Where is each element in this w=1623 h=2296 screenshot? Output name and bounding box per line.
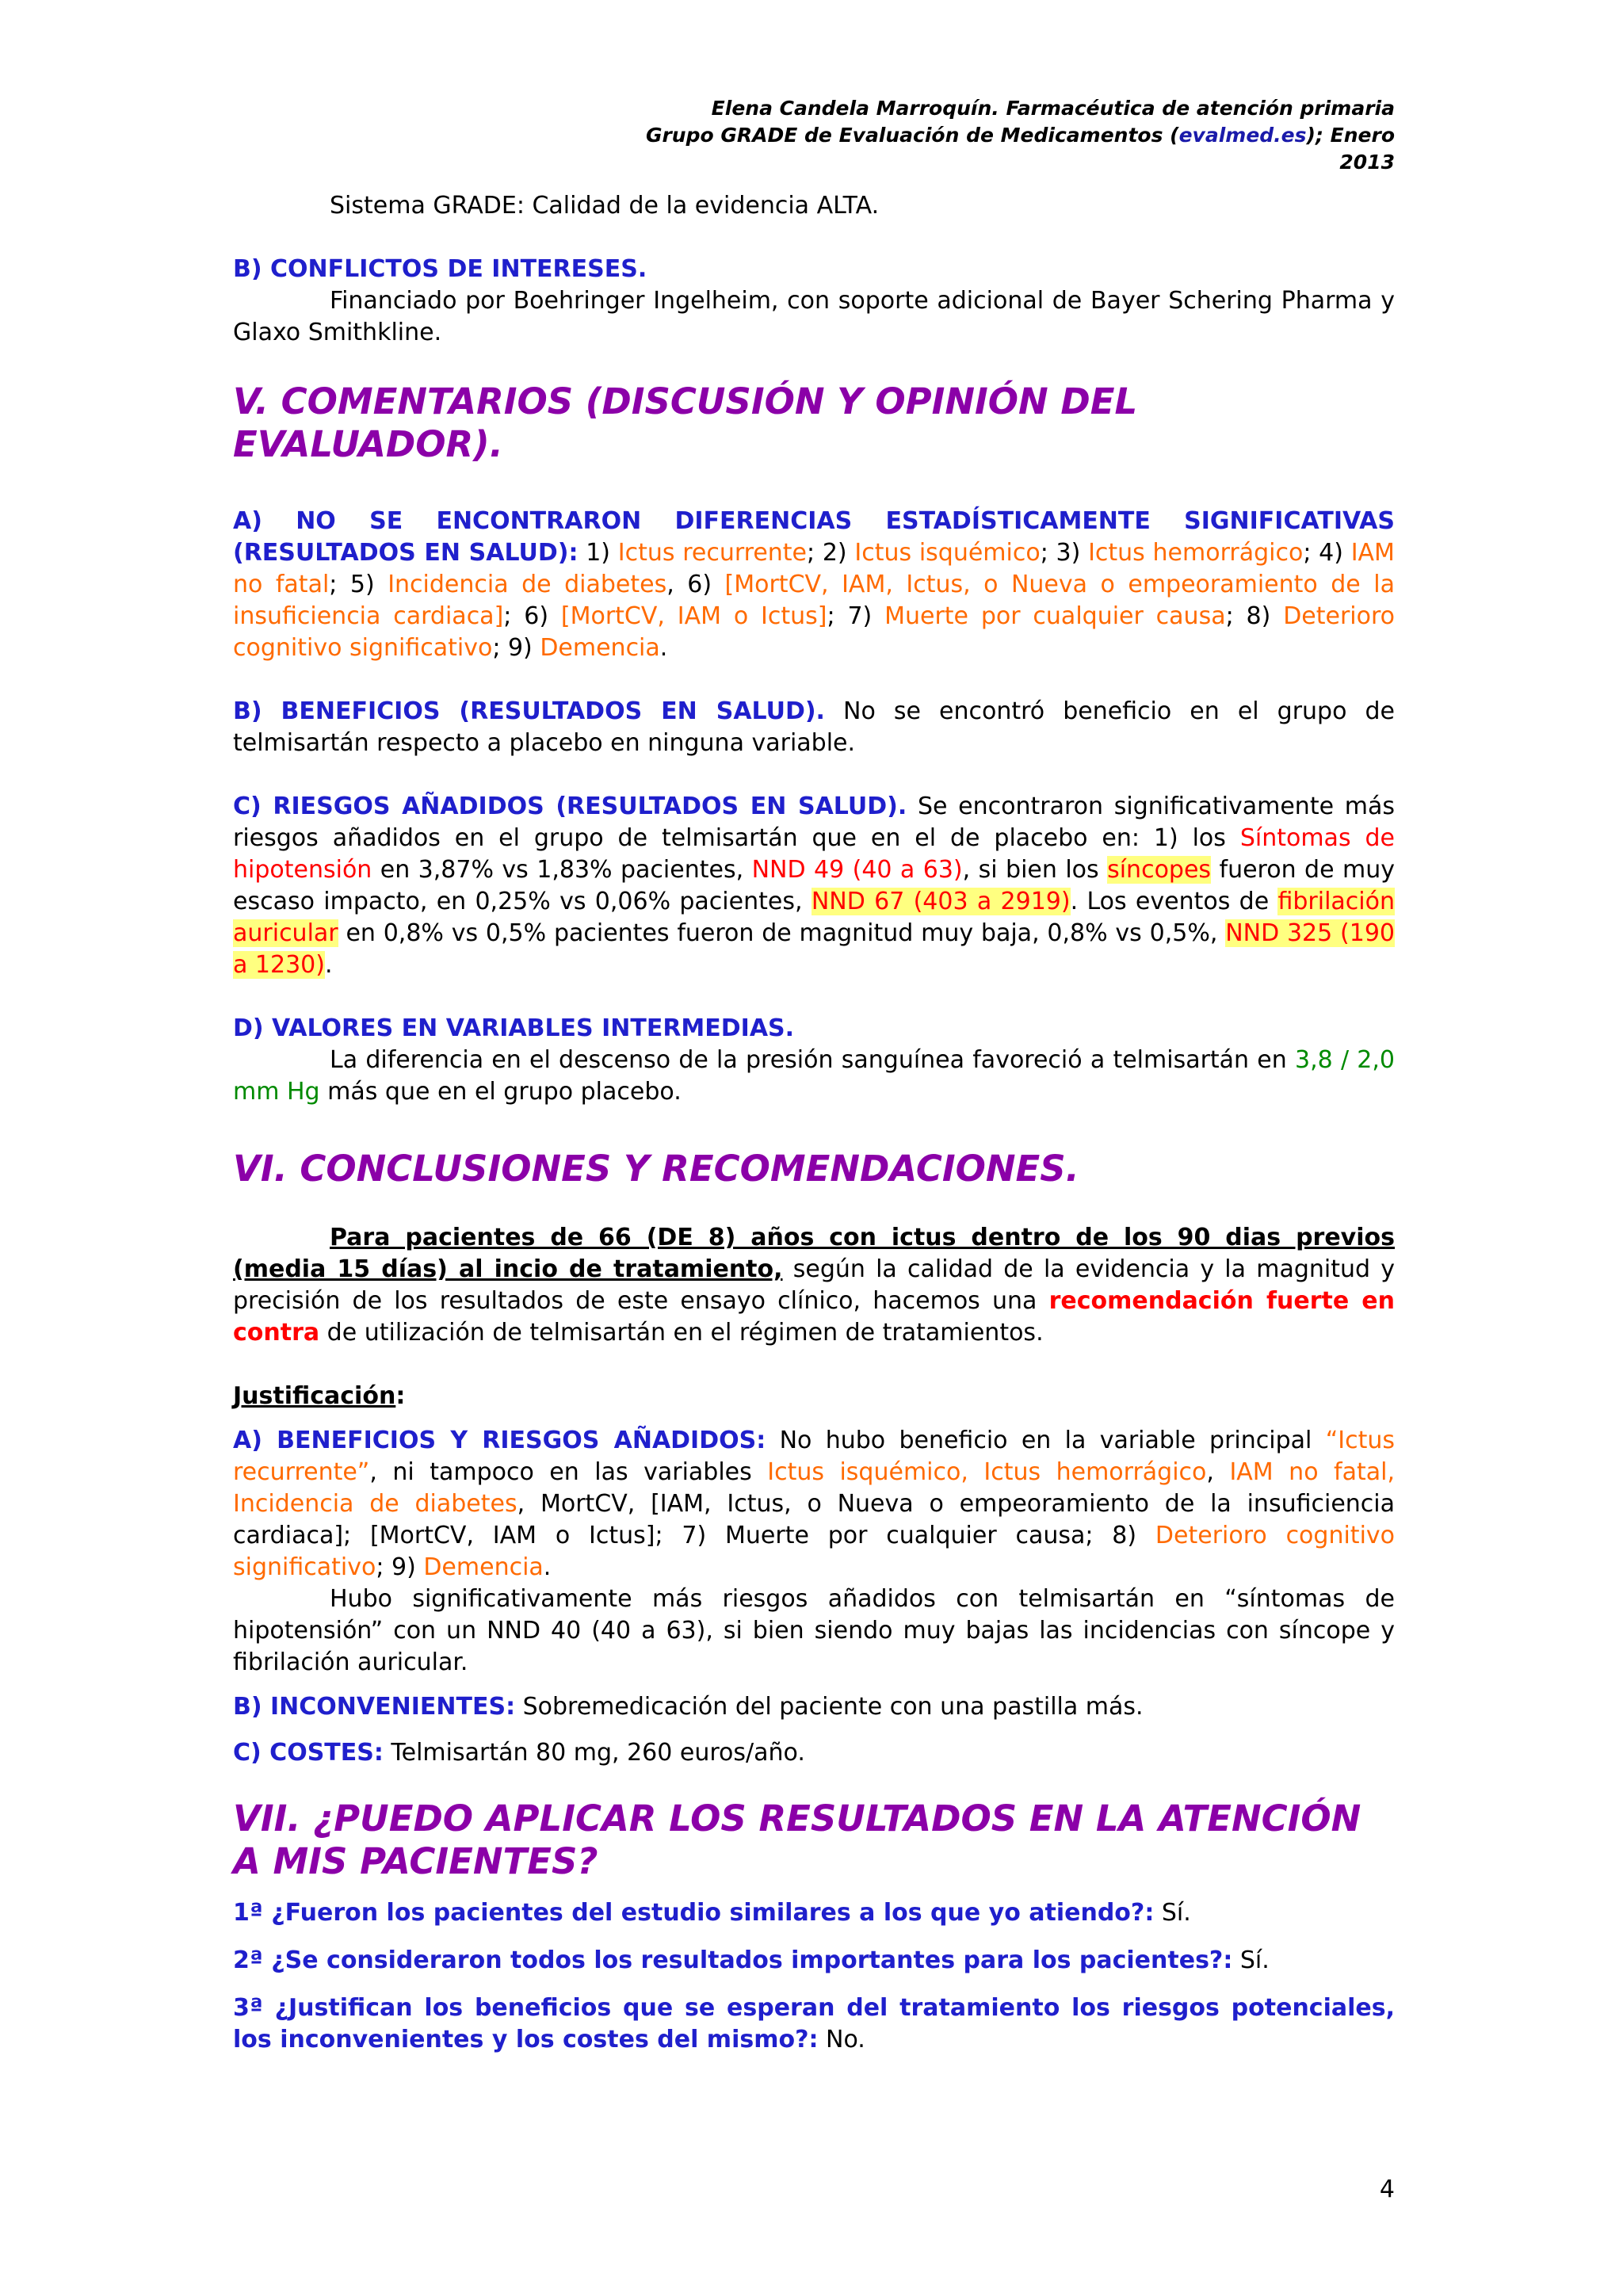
intermediate-heading: D) VALORES EN VARIABLES INTERMEDIAS. [233,1014,795,1042]
risks-heading: C) RIESGOS AÑADIDOS (RESULTADOS EN SALUD). [233,793,907,820]
no-differences-heading: A) NO SE ENCONTRARON DIFERENCIAS ESTADÍSTICAMENTE SIGNIFICATIVAS (RESULTADOS EN SALUD): [233,507,1395,567]
question-2: 2ª ¿Se consideraron todos los resultados importantes para los pacientes?: Sí. [233,1946,1270,1974]
intermediate-text: La diferencia en el descenso de la presión sanguínea favoreció a telmisartán en 3,8 / 2,0 mm Hg más que en el grupo placebo. [233,1046,1395,1106]
justification-heading: Justificación: [233,1382,406,1410]
risks-paragraph: C) RIESGOS AÑADIDOS (RESULTADOS EN SALUD). Se encontraron significativamente más riesgos añadidos en el grupo de telmisartán que en el de placebo en: 1) los Síntomas de hipotensión en 3,87% vs 1,83% pacientes, NND 49 (40 a 63), si bien los síncopes fueron de muy escaso impacto, en 0,25% vs 0,06% pacientes, NND 67 (403 a 2919). Los eventos de fibrilación auricular en 0,8% vs 0,5% pacientes fueron de magnitud muy baja, 0,8% vs 0,5%, NND 325 (190 a 1230). [233,793,1396,979]
grade-quality: Sistema GRADE: Calidad de la evidencia ALTA. [330,192,880,220]
inconvenientes: B) INCONVENIENTES: Sobremedicación del paciente con una pastilla más. [233,1693,1144,1721]
no-differences-paragraph: A) NO SE ENCONTRARON DIFERENCIAS ESTADÍSTICAMENTE SIGNIFICATIVAS (RESULTADOS EN SALUD): 1) Ictus recurrente; 2) Ictus isquémico; 3) Ictus hemorrágico; 4) IAM no fatal; 5) Incidencia de diabetes, 6) [MortCV, IAM, Ictus, o Nueva o empeoramiento de la insuficiencia cardiaca]; 6) [MortCV, IAM o Ictus]; 7) Muerte por cualquier causa; 8) Deterioro cognitivo significativo; 9) Demencia. [233,507,1396,662]
benefits-paragraph: B) BENEFICIOS (RESULTADOS EN SALUD). No se encontró beneficio en el grupo de telmisartán respecto a placebo en ninguna variable. [233,697,1396,757]
costes: C) COSTES: Telmisartán 80 mg, 260 euros/año. [233,1739,805,1767]
recommendation-paragraph: Para pacientes de 66 (DE 8) años con ictus dentro de los 90 dias previos (media 15 días) al incio de tratamiento, según la calidad de la evidencia y la magnitud y precisión de los resultados de este ensayo clínico, hacemos una recomendación fuerte en contra de utilización de telmisartán en el régimen de tratamientos. [233,1224,1395,1347]
section-7-title: VII. ¿PUEDO APLICAR LOS RESULTADOS EN LA ATENCIÓN A MIS PACIENTES? [233,1797,1361,1882]
conflicts-text: Financiado por Boehringer Ingelheim, con soporte adicional de Bayer Schering Pharma y Glaxo Smithkline. [233,287,1395,346]
page-content [233,190,1395,2056]
question-1: 1ª ¿Fueron los pacientes del estudio similares a los que yo atiendo?: Sí. [233,1899,1191,1927]
conflicts-heading: B) CONFLICTOS DE INTERESES. [233,255,647,283]
benefits-heading: B) BENEFICIOS (RESULTADOS EN SALUD). [233,697,825,725]
page-number: 4 [1379,2176,1395,2203]
justification-a2: Hubo significativamente más riesgos añadidos con telmisartán en “síntomas de hipotensión” con un NND 40 (40 a 63), si bien siendo muy bajas las incidencias con síncope y fibrilación auricular. [233,1585,1395,1676]
evalmed-link[interactable]: evalmed.es [1178,124,1307,147]
section-5-title: V. COMENTARIOS (DISCUSIÓN Y OPINIÓN DEL EVALUADOR). [233,380,1138,465]
question-3: 3ª ¿Justifican los beneficios que se esperan del tratamiento los riesgos potenciales, los inconvenientes y los costes del mismo?: No. [233,1994,1395,2053]
header-author: Elena Candela Marroquín. Farmacéutica de atención primaria [711,97,1395,120]
header-group: Grupo GRADE de Evaluación de Medicamentos (evalmed.es); Enero 2013 [645,124,1395,174]
justification-a: A) BENEFICIOS Y RIESGOS AÑADIDOS: No hubo beneficio en la variable principal “Ictus recurrente”, ni tampoco en las variables Ictus isquémico, Ictus hemorrágico, IAM no fatal, Incidencia de diabetes, MortCV, [IAM, Ictus, o Nueva o empeoramiento de la insuficiencia cardiaca]; [MortCV, IAM o Ictus]; 7) Muerte por cualquier causa; 8) Deterioro cognitivo significativo; 9) Demencia. [233,1427,1396,1581]
section-6-title: VI. CONCLUSIONES Y RECOMENDACIONES. [233,1148,1079,1190]
page-header [634,95,1395,176]
